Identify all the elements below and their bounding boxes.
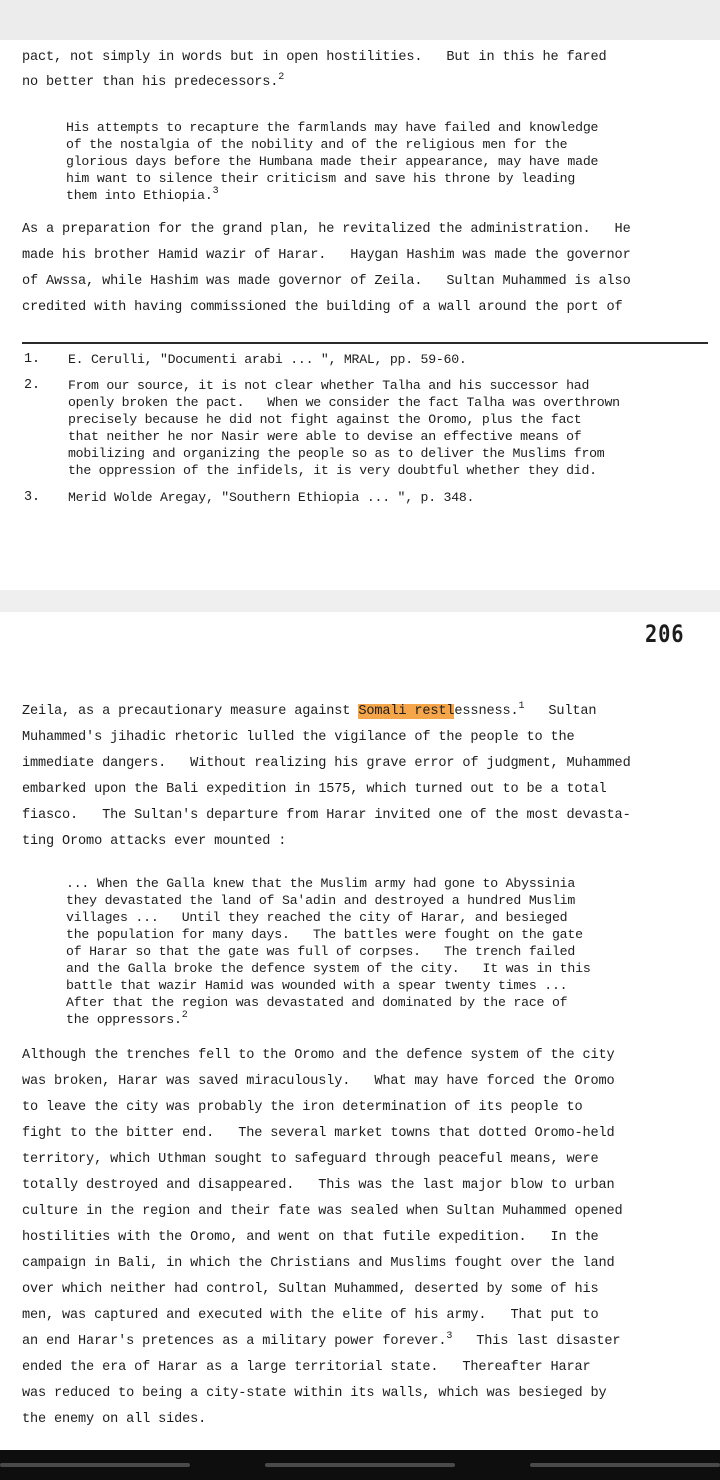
footnote-number: 1. [24, 352, 41, 367]
quote-line: battle that wazir Hamid was wounded with a spear twenty times ... [66, 978, 568, 993]
home-gesture-handle[interactable] [265, 1463, 455, 1467]
body-text-line: embarked upon the Bali expedition in 1575, which turned out to be a total [22, 782, 607, 797]
footnote-ref: 1 [518, 701, 525, 712]
footnote-line: that neither he nor Nasir were able to devise an effective means of [68, 429, 582, 444]
footnote-divider [22, 342, 708, 344]
body-text-line: ended the era of Harar as a large territorial state. Thereafter Harar [22, 1360, 591, 1375]
body-text-line: hostilities with the Oromo, and went on that futile expedition. In the [22, 1230, 599, 1245]
body-text-line: to leave the city was probably the iron determination of its people to [22, 1100, 583, 1115]
footnote-ref: 2 [181, 1010, 188, 1021]
body-text-line: the enemy on all sides. [22, 1412, 207, 1427]
body-text-line: fiasco. The Sultan's departure from Harar invited one of the most devasta- [22, 808, 631, 823]
nav-gesture-segment [530, 1463, 720, 1467]
body-text-line: of Awssa, while Hashim was made governor of Zeila. Sultan Muhammed is also [22, 274, 631, 289]
body-text-line: immediate dangers. Without realizing his grave error of judgment, Muhammed [22, 756, 631, 771]
quote-line: of Harar so that the gate was full of corpses. The trench failed [66, 944, 576, 959]
quote-line: After that the region was devastated and dominated by the race of [66, 995, 568, 1010]
document-page-current [0, 612, 720, 1450]
quote-line: him want to silence their criticism and save his throne by leading [66, 171, 576, 186]
viewer-top-strip [0, 0, 720, 40]
footnote-ref: 3 [446, 1331, 453, 1342]
footnote-number: 2. [24, 378, 41, 393]
footnote-line: From our source, it is not clear whether Talha and his successor had [68, 378, 590, 393]
body-text-line: credited with having commissioned the building of a wall around the port of [22, 300, 623, 315]
quote-line: villages ... Until they reached the city of Harar, and besieged [66, 910, 568, 925]
footnote-ref: 3 [212, 186, 219, 197]
body-text-line: campaign in Bali, in which the Christians and Muslims fought over the land [22, 1256, 615, 1271]
footnote-line: mobilizing and organizing the people so as to deliver the Muslims from [68, 446, 605, 461]
body-text-line: totally destroyed and disappeared. This was the last major blow to urban [22, 1178, 615, 1193]
body-text-line: made his brother Hamid wazir of Harar. Haygan Hashim was made the governor [22, 248, 631, 263]
body-text-line: was reduced to being a city-state within its walls, which was besieged by [22, 1386, 607, 1401]
document-page-previous [0, 40, 720, 590]
footnote-line: openly broken the pact. When we consider the fact Talha was overthrown [68, 395, 620, 410]
footnote-line: Merid Wolde Aregay, "Southern Ethiopia ... ", p. 348. [68, 490, 475, 505]
page-number: 206 [644, 620, 684, 648]
body-text-line: ting Oromo attacks ever mounted : [22, 834, 287, 849]
quote-line: of the nostalgia of the nobility and of the religious men for the [66, 137, 568, 152]
body-text-line: Although the trenches fell to the Oromo and the defence system of the city [22, 1048, 615, 1063]
nav-gesture-segment [0, 1463, 190, 1467]
body-text-line: over which neither had control, Sultan Muhammed, deserted by some of his [22, 1282, 599, 1297]
body-text-line: was broken, Harar was saved miraculously. What may have forced the Oromo [22, 1074, 615, 1089]
page-separator [0, 590, 720, 612]
quote-line: the population for many days. The battles were fought on the gate [66, 927, 583, 942]
quote-line: glorious days before the Humbana made their appearance, may have made [66, 154, 599, 169]
footnote-number: 3. [24, 490, 41, 505]
quote-line: and the Galla broke the defence system of the city. It was in this [66, 961, 591, 976]
body-text-line: pact, not simply in words but in open hostilities. But in this he fared [22, 50, 607, 65]
search-highlight[interactable]: Somali restl [358, 704, 455, 719]
quote-line: ... When the Galla knew that the Muslim army had gone to Abyssinia [66, 876, 576, 891]
body-text-line: fight to the bitter end. The several market towns that dotted Oromo-held [22, 1126, 615, 1141]
body-text-line: no better than his predecessors.$^2$ [22, 72, 285, 90]
body-text-line: culture in the region and their fate was sealed when Sultan Muhammed opened [22, 1204, 623, 1219]
footnote-line: the oppression of the infidels, it is very doubtful whether they did. [68, 463, 597, 478]
footnote-ref: 2 [278, 72, 285, 83]
body-text-line: Muhammed's jihadic rhetoric lulled the vigilance of the people to the [22, 730, 575, 745]
quote-line: His attempts to recapture the farmlands may have failed and knowledge [66, 120, 599, 135]
quote-line: they devastated the land of Sa'adin and destroyed a hundred Muslim [66, 893, 576, 908]
body-text-line: men, was captured and executed with the elite of his army. That put to [22, 1308, 599, 1323]
body-text-line: As a preparation for the grand plan, he revitalized the administration. He [22, 222, 631, 237]
system-navigation-bar [0, 1450, 720, 1480]
body-text-line: territory, which Uthman sought to safeguard through peaceful means, were [22, 1152, 599, 1167]
body-text-line: Zeila, as a precautionary measure against Somali restlessness.$^1$ Sultan [22, 701, 597, 719]
footnote-line: precisely because he did not fight against the Oromo, plus the fact [68, 412, 582, 427]
quote-line: the oppressors.$^2$ [66, 1010, 188, 1027]
footnote-line: E. Cerulli, "Documenti arabi ... ", MRAL, pp. 59-60. [68, 352, 467, 367]
body-text-line: an end Harar's pretences as a military power forever.$^3$ This last disaster [22, 1331, 621, 1349]
quote-line: them into Ethiopia.$^3$ [66, 186, 219, 203]
